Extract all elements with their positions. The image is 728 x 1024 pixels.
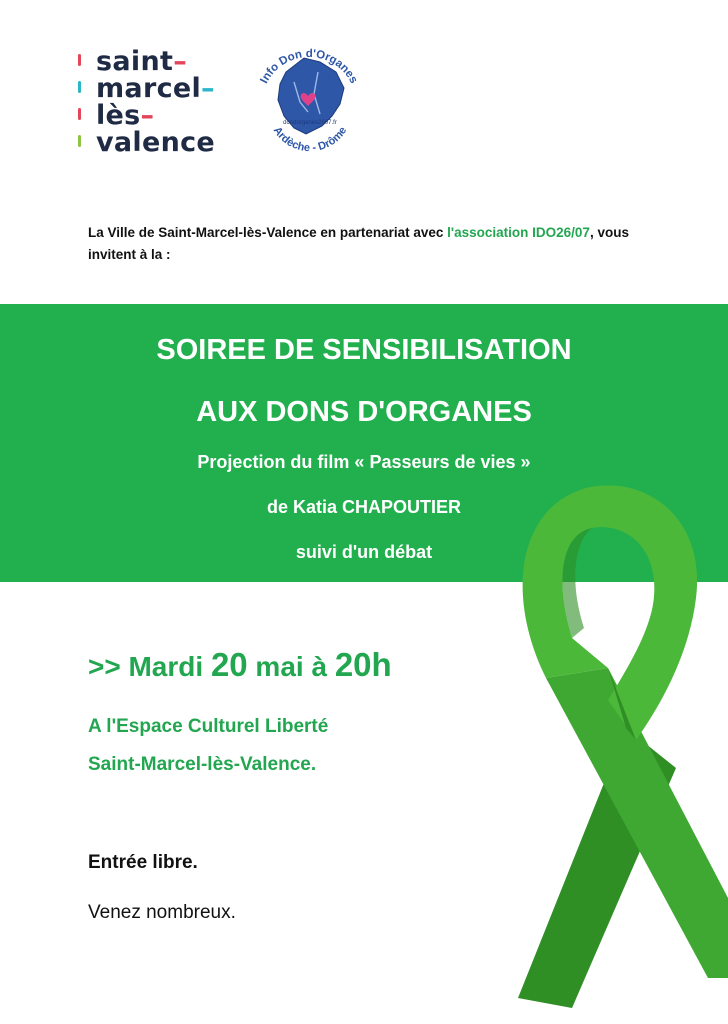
venue-city: Saint-Marcel-lès-Valence. [88, 754, 317, 775]
logo-bar [78, 108, 81, 120]
logo-bar [78, 81, 81, 93]
event-date: >> Mardi 20 mai à 20h [88, 646, 392, 683]
entry-info: Entrée libre. [88, 852, 198, 873]
ido-url: dondorganes2607.fr [283, 120, 337, 126]
banner-director-line: de Katia CHAPOUTIER [266, 497, 462, 517]
association-name: l'association IDO26/07 [447, 225, 590, 240]
logo-bar [78, 54, 81, 66]
banner-film-line: Projection du film « Passeurs de vies » [197, 452, 531, 472]
banner-debate-line: suivi d'un débat [295, 542, 433, 562]
logo-line: valence [96, 127, 216, 158]
venue-name: A l'Espace Culturel Liberté [88, 716, 329, 737]
banner-title-line1: SOIREE DE SENSIBILISATION [156, 334, 572, 366]
ido-arc-top: Info Don d'Organes [258, 47, 360, 86]
invite-text: Venez nombreux. [88, 902, 236, 923]
logo-line: lès– [96, 100, 155, 131]
logo-line: saint– [96, 46, 187, 77]
intro-text: La Ville de Saint-Marcel-lès-Valence en partenariat avec l'association IDO26/07, vous invitent à la : [88, 225, 629, 262]
logo-line: marcel– [96, 73, 215, 104]
ido-arc-bottom: Ardèche - Drôme [270, 124, 350, 155]
ido-logo [248, 42, 370, 160]
banner-title-line2: AUX DONS D'ORGANES [196, 396, 532, 428]
awareness-ribbon-icon [476, 478, 728, 1018]
logo-bar [78, 135, 81, 147]
city-logo [78, 48, 248, 158]
